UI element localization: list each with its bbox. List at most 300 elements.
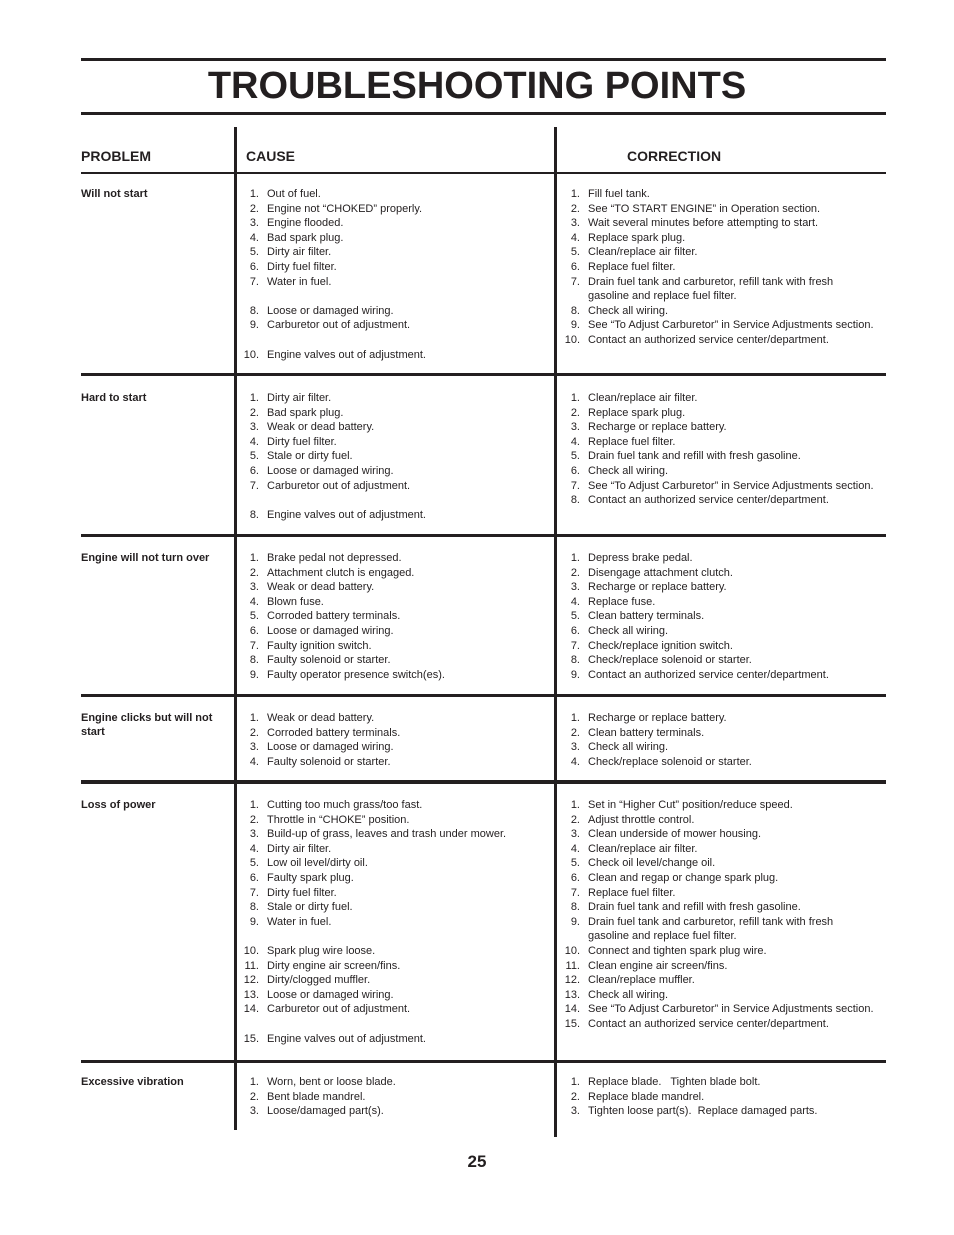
corr-item-number: 5. [570,857,580,870]
corr-item-number: 2. [570,406,580,419]
cause-item-text: Loose or damaged wiring. [267,624,394,637]
corr-item-text: Fill fuel tank. [588,188,650,200]
corr-item-text: Replace fuse. [588,595,656,608]
correction-list [556,187,874,348]
corr-item-text: Clean battery terminals. [588,610,705,623]
cause-list [235,187,553,362]
cause-item-text: Attachment clutch is engaged. [267,566,415,579]
corr-item-text: Check/replace solenoid or starter. [588,654,752,667]
corr-item [556,202,874,217]
cause-item-number: 4. [249,231,259,244]
cause-item-number: 8. [249,654,259,667]
cause-item-number: 5. [249,450,259,463]
corr-item-text: Wait several minutes before attempting to start. [588,217,819,230]
corr-item-text: Adjust throttle control. [588,813,695,826]
corr-item-number: 2. [570,1090,580,1103]
corr-item-text: Contact an authorized service center/department. [588,494,829,507]
cause-item [235,871,553,886]
corr-item-number: 8. [570,901,580,914]
corr-item-number: 5. [570,450,580,463]
corr-item-number: 8. [570,494,580,507]
cause-item-number: 6. [249,624,259,637]
cause-item [235,580,553,595]
header-correction: CORRECTION [627,148,722,164]
cause-item-text: Low oil level/dirty oil. [267,857,368,870]
cause-item-text: Weak or dead battery. [267,581,375,594]
corr-item-number: 2. [570,813,580,826]
corr-item-text: Connect and tighten spark plug wire. [588,944,767,957]
corr-item-number: 11. [565,959,580,972]
corr-item [556,639,874,654]
corr-item-text: Drain fuel tank and refill with fresh gasoline. [588,901,801,914]
corr-item-text: Recharge or replace battery. [588,581,727,594]
corr-item [556,420,874,435]
corr-item [556,915,874,944]
cause-item [235,202,553,217]
corr-item [556,231,874,246]
corr-item-text: Replace spark plug. [588,406,686,419]
corr-item-text: Clean/replace air filter. [588,246,698,259]
cause-item-text: Weak or dead battery. [267,421,375,434]
corr-item-text: Recharge or replace battery. [588,421,727,434]
cause-item-number: 6. [249,464,259,477]
corr-item [556,944,874,959]
cause-item-text: Dirty engine air screen/fins. [267,959,401,972]
cause-item [235,435,553,450]
cause-item-number: 7. [249,275,259,288]
cause-item [235,449,553,464]
corr-item-text: Check all wiring. [588,304,669,317]
cause-item-number: 3. [249,828,259,841]
cause-item-number: 9. [249,668,259,681]
cause-item-number: 2. [249,566,259,579]
cause-item [235,915,553,930]
cause-item [235,1090,553,1105]
corr-item [556,1090,874,1105]
corr-item-number: 8. [570,654,580,667]
cause-item [235,318,553,333]
cause-item-text: Weak or dead battery. [267,712,375,724]
corr-item [556,449,874,464]
cause-item [235,508,553,523]
cause-item-text: Dirty/clogged muffler. [267,974,371,987]
corr-item-number: 9. [570,915,580,928]
cause-item-number: 5. [249,246,259,259]
cause-list [235,798,553,1046]
corr-item [556,886,874,901]
corr-item-number: 14. [564,1003,580,1016]
cause-item [235,420,553,435]
cause-item [235,1032,553,1047]
cause-item [235,740,553,755]
cause-item-number: 9. [249,319,259,332]
problem-label: Loss of power [81,799,156,811]
corr-item-text: See “To Adjust Carburetor” in Service Adjustments section. [588,479,874,492]
corr-item-number: 6. [570,464,580,477]
cause-item-text: Faulty solenoid or starter. [267,755,391,768]
corr-item [556,216,874,231]
cause-item-text: Dirty fuel filter. [267,886,337,899]
cause-item-text: Bad spark plug. [267,406,344,419]
cause-item-text: Bad spark plug. [267,231,344,244]
cause-item [235,886,553,901]
corr-item-text: Disengage attachment clutch. [588,566,733,579]
corr-item-number: 7. [570,886,580,899]
corr-item [556,856,874,871]
cause-item-number: 7. [249,639,259,652]
corr-item-text: Replace blade mandrel. [588,1090,705,1103]
cause-item [235,988,553,1003]
corr-item-number: 6. [570,260,580,273]
row-divider [81,1060,886,1063]
corr-item-number: 6. [570,624,580,637]
problem-label: Excessive vibration [81,1076,184,1088]
cause-item-number: 1. [249,392,259,404]
cause-item-text: Loose or damaged wiring. [267,464,394,477]
cause-item-number: 1. [249,188,259,200]
corr-item-text: Check all wiring. [588,988,669,1001]
cause-item-text: Dirty fuel filter. [267,260,337,273]
corr-item [556,988,874,1003]
cause-item-text: Faulty ignition switch. [267,639,372,652]
corr-item-number: 2. [570,566,580,579]
corr-item-number: 10. [564,333,580,346]
corr-item-number: 4. [570,435,580,448]
cause-item [235,755,553,770]
cause-item [235,1075,553,1090]
corr-item-number: 1. [570,188,580,200]
problem-label: Engine will not turn over [81,552,210,564]
cause-item [235,304,553,319]
corr-item [556,1075,874,1090]
title-rule [81,112,886,115]
cause-item-number: 6. [249,871,259,884]
corr-item-text: Tighten loose part(s). Replace damaged parts. [588,1105,818,1118]
cause-item-text: Bent blade mandrel. [267,1090,366,1103]
corr-item [556,406,874,421]
cause-item-text: Engine valves out of adjustment. [267,508,426,521]
cause-item [235,391,553,406]
corr-item-number: 13. [564,988,580,1001]
cause-item [235,1104,553,1119]
cause-item-number: 14. [243,1003,259,1016]
cause-item-text: Carburetor out of adjustment. [267,479,411,492]
corr-item [556,871,874,886]
corr-item-number: 2. [570,202,580,215]
corr-item [556,304,874,319]
corr-item-number: 2. [570,726,580,739]
corr-item [556,842,874,857]
corr-item-text: Check/replace ignition switch. [588,639,733,652]
cause-item [235,566,553,581]
cause-item-text: Brake pedal not depressed. [267,552,402,564]
corr-item [556,566,874,581]
corr-item [556,1002,874,1017]
corr-item [556,653,874,668]
cause-item-number: 5. [249,857,259,870]
corr-item-number: 5. [570,246,580,259]
cause-list [235,711,553,769]
cause-item [235,813,553,828]
corr-item [556,624,874,639]
corr-item-number: 9. [570,319,580,332]
cause-item [235,827,553,842]
cause-item-text: Water in fuel. [267,915,332,928]
cause-item-text: Engine valves out of adjustment. [267,348,426,361]
cause-item-text: Corroded battery terminals. [267,610,401,623]
cause-item [235,275,553,290]
cause-item-number: 15. [243,1032,259,1045]
correction-list [556,551,874,682]
corr-item-number: 3. [570,828,580,841]
cause-item-number: 3. [249,217,259,230]
cause-item-number: 3. [249,1105,259,1118]
cause-item [235,187,553,202]
corr-item-text: Replace fuel filter. [588,435,676,448]
corr-item-number: 3. [570,217,580,230]
corr-item [556,580,874,595]
corr-item-text: Check/replace solenoid or starter. [588,755,752,768]
cause-item [235,624,553,639]
corr-item-number: 4. [570,595,580,608]
corr-item-text: Clean/replace air filter. [588,842,698,855]
corr-item [556,1017,874,1032]
cause-item-number: 2. [249,406,259,419]
cause-item-text: Engine flooded. [267,217,344,230]
corr-item-text: Drain fuel tank and carburetor, refill tank with fresh gasoline and replace fuel filter. [588,915,837,943]
corr-item-text: Replace fuel filter. [588,886,676,899]
cause-item-number: 1. [249,799,259,811]
corr-item-text: Check all wiring. [588,741,669,754]
corr-item-number: 6. [570,871,580,884]
corr-item [556,668,874,683]
cause-item [235,639,553,654]
cause-item-text: Dirty fuel filter. [267,435,337,448]
corr-item [556,595,874,610]
correction-list [556,1075,874,1119]
corr-item-text: Set in “Higher Cut” position/reduce speed. [588,799,793,811]
corr-item [556,318,874,333]
cause-item-text: Build-up of grass, leaves and trash under mower. [267,828,507,841]
cause-item-number: 2. [249,726,259,739]
corr-item [556,711,874,726]
cause-item-number: 7. [249,886,259,899]
corr-item-text: Clean underside of mower housing. [588,828,762,841]
cause-item [235,406,553,421]
corr-item-text: See “To Adjust Carburetor” in Service Adjustments section. [588,1003,874,1016]
cause-item [235,842,553,857]
cause-item-number: 2. [249,1090,259,1103]
cause-item [235,668,553,683]
row-divider [81,172,886,174]
cause-item-number: 6. [249,260,259,273]
cause-item [235,595,553,610]
cause-item-text: Stale or dirty fuel. [267,450,353,463]
cause-item-number: 10. [243,944,259,957]
row-divider [81,534,886,537]
cause-item-number: 9. [249,915,259,928]
cause-item-text: Dirty air filter. [267,842,332,855]
cause-item-number: 3. [249,581,259,594]
cause-item [235,231,553,246]
corr-item-number: 4. [570,231,580,244]
cause-item [235,973,553,988]
corr-item [556,813,874,828]
corr-item-number: 8. [570,304,580,317]
corr-item-text: Contact an authorized service center/department. [588,668,829,681]
cause-item-number: 8. [249,508,259,521]
cause-item [235,479,553,494]
cause-item-number: 13. [243,988,259,1001]
corr-item [556,609,874,624]
cause-item-text: Engine not “CHOKED” properly. [267,202,423,215]
corr-item-number: 3. [570,421,580,434]
corr-item-number: 3. [570,741,580,754]
cause-item-text: Faulty solenoid or starter. [267,654,391,667]
cause-item-number: 11. [244,959,259,972]
header-cause: CAUSE [246,148,296,164]
corr-item-number: 7. [570,275,580,288]
cause-item-number: 4. [249,595,259,608]
cause-item [235,900,553,915]
corr-item-number: 10. [564,944,580,957]
corr-item-number: 5. [570,610,580,623]
corr-item-number: 1. [570,392,580,404]
corr-item [556,479,874,494]
corr-item [556,493,874,508]
corr-item-number: 7. [570,639,580,652]
cause-item-text: Loose or damaged wiring. [267,741,394,754]
corr-item [556,755,874,770]
cause-item-number: 10. [243,348,259,361]
cause-list [235,551,553,682]
cause-item-number: 1. [249,1076,259,1088]
cause-item-text: Spark plug wire loose. [267,944,376,957]
row-divider [81,694,886,697]
corr-item [556,551,874,566]
corr-item-text: Check oil level/change oil. [588,857,716,870]
corr-item [556,973,874,988]
correction-list [556,798,874,1032]
cause-item [235,856,553,871]
cause-item-text: Corroded battery terminals. [267,726,401,739]
corr-item [556,959,874,974]
corr-item [556,260,874,275]
problem-label: Hard to start [81,392,147,404]
corr-item-number: 4. [570,755,580,768]
corr-item [556,726,874,741]
cause-item [235,245,553,260]
corr-item-number: 1. [570,552,580,564]
page-number: 25 [467,1152,487,1171]
corr-item-text: Replace spark plug. [588,231,686,244]
corr-item [556,798,874,813]
problem-label: Engine clicks but will not start [81,712,213,738]
corr-item-number: 1. [570,712,580,724]
cause-item-text: Out of fuel. [267,188,321,200]
corr-item-text: Drain fuel tank and carburetor, refill tank with fresh gasoline and replace fuel filter. [588,275,837,303]
corr-item-text: See “To Adjust Carburetor” in Service Adjustments section. [588,319,874,332]
correction-list [556,391,874,508]
corr-item-text: Clean battery terminals. [588,726,705,739]
corr-item-text: Check all wiring. [588,624,669,637]
corr-item-number: 4. [570,842,580,855]
corr-item-text: Replace fuel filter. [588,260,676,273]
corr-item-number: 9. [570,668,580,681]
corr-item-number: 12. [564,974,580,987]
corr-item-text: Contact an authorized service center/department. [588,1017,829,1030]
cause-item [235,216,553,231]
corr-item-text: Check all wiring. [588,464,669,477]
cause-item-text: Engine valves out of adjustment. [267,1032,426,1045]
cause-item-text: Faulty operator presence switch(es). [267,668,445,681]
corr-item-text: Clean and regap or change spark plug. [588,871,779,884]
cause-item-text: Stale or dirty fuel. [267,901,353,914]
cause-item-text: Cutting too much grass/too fast. [267,799,423,811]
corr-item [556,333,874,348]
cause-item [235,260,553,275]
cause-item [235,653,553,668]
corr-item-number: 1. [570,1076,580,1088]
cause-item [235,726,553,741]
cause-item-text: Dirty air filter. [267,246,332,259]
corr-item-number: 7. [570,479,580,492]
cause-item [235,551,553,566]
cause-item-number: 4. [249,842,259,855]
cause-item-text: Carburetor out of adjustment. [267,319,411,332]
cause-item-number: 4. [249,435,259,448]
corr-item [556,827,874,842]
cause-item-text: Water in fuel. [267,275,332,288]
corr-item-text: Recharge or replace battery. [588,712,727,724]
corr-item-number: 3. [570,581,580,594]
corr-item-text: Depress brake pedal. [588,552,693,564]
cause-list [235,1075,553,1119]
cause-item [235,348,553,363]
cause-item-number: 12. [243,974,259,987]
cause-list [235,391,553,522]
cause-item-number: 2. [249,813,259,826]
cause-item-text: Throttle in “CHOKE” position. [267,813,410,826]
cause-item-text: Blown fuse. [267,595,324,608]
correction-list [556,711,874,769]
problem-label: Will not start [81,188,148,200]
cause-item-number: 2. [249,202,259,215]
cause-item-number: 3. [249,741,259,754]
cause-item [235,959,553,974]
cause-item-text: Loose or damaged wiring. [267,304,394,317]
cause-item-number: 8. [249,304,259,317]
cause-item-number: 3. [249,421,259,434]
corr-item-text: Clean engine air screen/fins. [588,959,728,972]
row-divider [81,780,886,784]
cause-item-text: Loose/damaged part(s). [267,1105,384,1118]
corr-item-text: Replace blade. Tighten blade bolt. [588,1076,761,1088]
cause-item-text: Dirty air filter. [267,392,332,404]
corr-item [556,740,874,755]
corr-item-text: See “TO START ENGINE” in Operation section. [588,202,821,215]
cause-item-number: 8. [249,901,259,914]
header-problem: PROBLEM [81,148,151,164]
page-title: TROUBLESHOOTING POINTS [207,65,747,107]
corr-item [556,275,874,304]
cause-item-number: 1. [249,712,259,724]
corr-item [556,245,874,260]
cause-item-number: 1. [249,552,259,564]
cause-item [235,711,553,726]
corr-item [556,1104,874,1119]
cause-item-text: Loose or damaged wiring. [267,988,394,1001]
